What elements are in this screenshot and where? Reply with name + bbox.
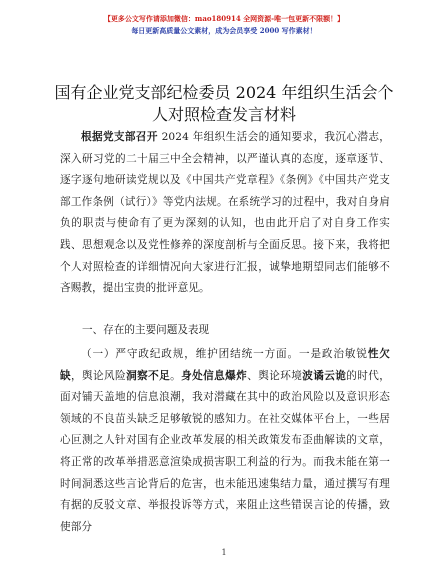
para2-part-1: （一）严守政纪政规，维护团结统一方面。一是政治敏锐	[81, 348, 368, 360]
section-heading-1: 一、存在的主要问题及表现	[82, 324, 210, 336]
para2-bold-2: 洞察不足	[126, 369, 171, 382]
promo-line-1: 【更多公文写作请添加微信：mao180914 全网资源-唯一包更新不限额！】	[103, 14, 345, 23]
document-title-line-1: 国有企业党支部纪检委员 2024 年组织生活会个	[54, 83, 394, 102]
para2-part-2: ，舆论风险	[71, 369, 127, 382]
para2-bold-1: 性欠缺	[60, 348, 390, 382]
intro-lead: 根据党支部召开	[81, 131, 158, 143]
para2-bold-3: 身处信息爆炸	[181, 369, 248, 382]
document-title-line-2: 人对照检查发言材料	[151, 105, 296, 124]
intro-paragraph	[60, 127, 390, 300]
para2-bold-4: 波谲云诡	[302, 369, 347, 382]
para2-part-3: 。	[170, 369, 182, 382]
problem-paragraph	[60, 344, 390, 538]
para2-part-5: 的时代，面对铺天盖地的信息浪潮，我对潜藏在其中的政治风险以及意识形态领域的不良苗头缺乏足够敏锐的感知力。在社交媒体平台上，一些居心叵测之人针对国有企业改革发展的相关政策发布歪曲解读的文章，将正常的改革举措恶意渲染成损害职工利益的行为。而我未能在第一时间洞悉这些言论背后的危害，也未能迅速集结力量，通过撰写有理有据的反驳文章、举报投诉等方式，来阻止这些错误言论的传播，致使部分	[60, 369, 391, 533]
para2-part-4: 、舆论环境	[247, 369, 303, 382]
intro-text: 2024 年组织生活会的通知要求，我沉心潜志，深入研习党的二十届三中全会精神，以严谨认真的态度，逐章逐节、逐字逐句地研读党规以及《中国共产党章程》《条例》《中国共产党支部工作条例（试行）》等党内法规。在系统学习的过程中，我对自身肩负的职责与使命有了更为深刻的认知，也由此开启了对自身工作实践、思想观念以及党性修养的深度剖析与全面反思。接下来，我将把个人对照检查的详细情况向大家进行汇报，诚挚地期望同志们能够不吝赐教，提出宝贵的批评意见。	[60, 131, 391, 295]
promo-line-2: 每日更新高质量公文素材，成为会员享受 2000 写作素材！	[131, 26, 317, 35]
page-number: 1	[221, 548, 227, 557]
